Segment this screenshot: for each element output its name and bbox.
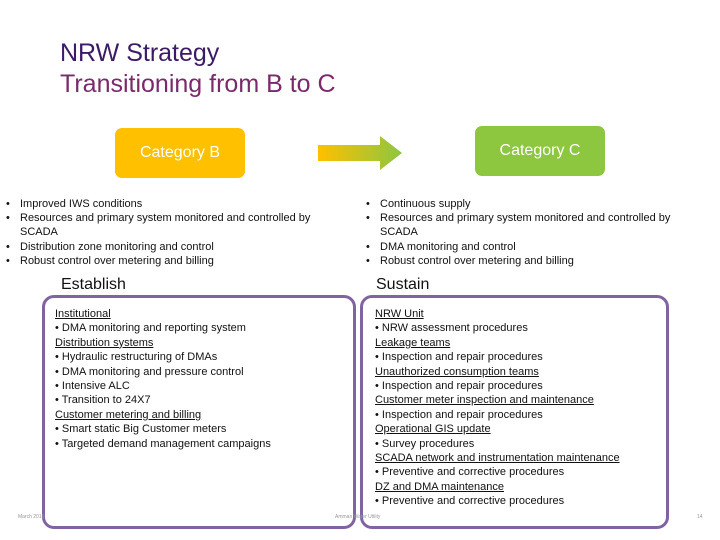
establish-heading: Establish — [61, 276, 126, 293]
slide-title — [60, 38, 336, 100]
bullet-icon: • — [375, 351, 382, 364]
bullet-point: • Improved IWS conditions — [2, 197, 347, 211]
bullet-point: • Robust control over metering and billing — [2, 254, 347, 268]
footer-center: Amman Water Utility — [335, 514, 381, 520]
group-item-text: Smart static Big Customer meters — [61, 423, 227, 436]
group-item — [375, 350, 620, 364]
group-item — [55, 350, 271, 364]
title-line-1: NRW Strategy — [60, 39, 220, 67]
bullet-point: • Robust control over metering and billing — [362, 254, 707, 268]
sustain-list — [375, 307, 620, 509]
bullet-point: • DMA monitoring and control — [362, 240, 707, 254]
group-item — [55, 321, 271, 335]
establish-list — [55, 307, 271, 451]
sustain-heading: Sustain — [376, 276, 430, 293]
bullet-icon: • — [55, 365, 62, 378]
group-item-text: Inspection and repair procedures — [381, 408, 543, 421]
bullet-icon: • — [55, 423, 62, 436]
bullet-icon: • — [55, 322, 62, 335]
group-heading: Distribution systems — [55, 336, 154, 349]
group-item-text: Preventive and corrective procedures — [381, 495, 565, 508]
group-item-text: Inspection and repair procedures — [381, 351, 543, 364]
category-c-points — [362, 197, 707, 268]
bullet-icon: • — [375, 437, 382, 450]
bullet-icon: • — [55, 351, 62, 364]
title-line-2: Transitioning from B to C — [60, 70, 336, 98]
bullet-icon: • — [375, 380, 382, 393]
right-arrow-icon — [318, 136, 402, 170]
group-item — [55, 422, 271, 436]
group-item-text: Inspection and repair procedures — [381, 380, 543, 393]
group-item-text: DMA monitoring and pressure control — [61, 365, 244, 378]
group-heading: Customer metering and billing — [55, 408, 202, 421]
group-item — [55, 437, 271, 451]
group-item — [375, 321, 620, 335]
group-item-text: Intensive ALC — [61, 380, 130, 393]
footer-date: March 2016 — [18, 514, 45, 520]
group-item — [55, 379, 271, 393]
group-heading: NRW Unit — [375, 308, 424, 320]
bullet-point: • Continuous supply — [362, 197, 707, 211]
group-item-text: DMA monitoring and reporting system — [61, 322, 246, 335]
bullet-icon: • — [375, 322, 382, 335]
bullet-icon: • — [375, 408, 382, 421]
group-heading: Unauthorized consumption teams — [375, 365, 539, 378]
bullet-point: • Distribution zone monitoring and control — [2, 240, 347, 254]
group-item — [375, 408, 620, 422]
bullet-point: • Resources and primary system monitored and controlled by SCADA — [362, 211, 707, 239]
group-item-text: Preventive and corrective procedures — [381, 466, 565, 479]
group-item — [375, 379, 620, 393]
bullet-icon: • — [55, 380, 62, 393]
group-item — [375, 494, 620, 508]
bullet-icon: • — [375, 495, 382, 508]
group-item-text: Hydraulic restructuring of DMAs — [61, 351, 218, 364]
bullet-icon: • — [55, 437, 62, 450]
group-heading: Leakage teams — [375, 336, 451, 349]
group-item — [375, 465, 620, 479]
group-heading: Customer meter inspection and maintenance — [375, 394, 594, 407]
bullet-icon: • — [375, 466, 382, 479]
group-heading: Operational GIS update — [375, 423, 491, 436]
category-b-points — [2, 197, 347, 268]
group-item — [375, 437, 620, 451]
group-item — [55, 393, 271, 407]
group-item-text: Transition to 24X7 — [61, 394, 151, 407]
footer-page-number: 14 — [697, 514, 703, 520]
group-heading: SCADA network and instrumentation maintenance — [375, 452, 620, 465]
category-c-box: Category C — [475, 126, 605, 176]
group-item-text: NRW assessment procedures — [381, 322, 528, 335]
bullet-point: • Resources and primary system monitored and controlled by SCADA — [2, 211, 347, 239]
group-item-text: Survey procedures — [381, 437, 475, 450]
group-heading: Institutional — [55, 308, 111, 320]
category-b-box: Category B — [115, 128, 245, 178]
group-item — [55, 365, 271, 379]
group-item-text: Targeted demand management campaigns — [61, 437, 271, 450]
group-heading: DZ and DMA maintenance — [375, 480, 505, 493]
bullet-icon: • — [55, 394, 62, 407]
